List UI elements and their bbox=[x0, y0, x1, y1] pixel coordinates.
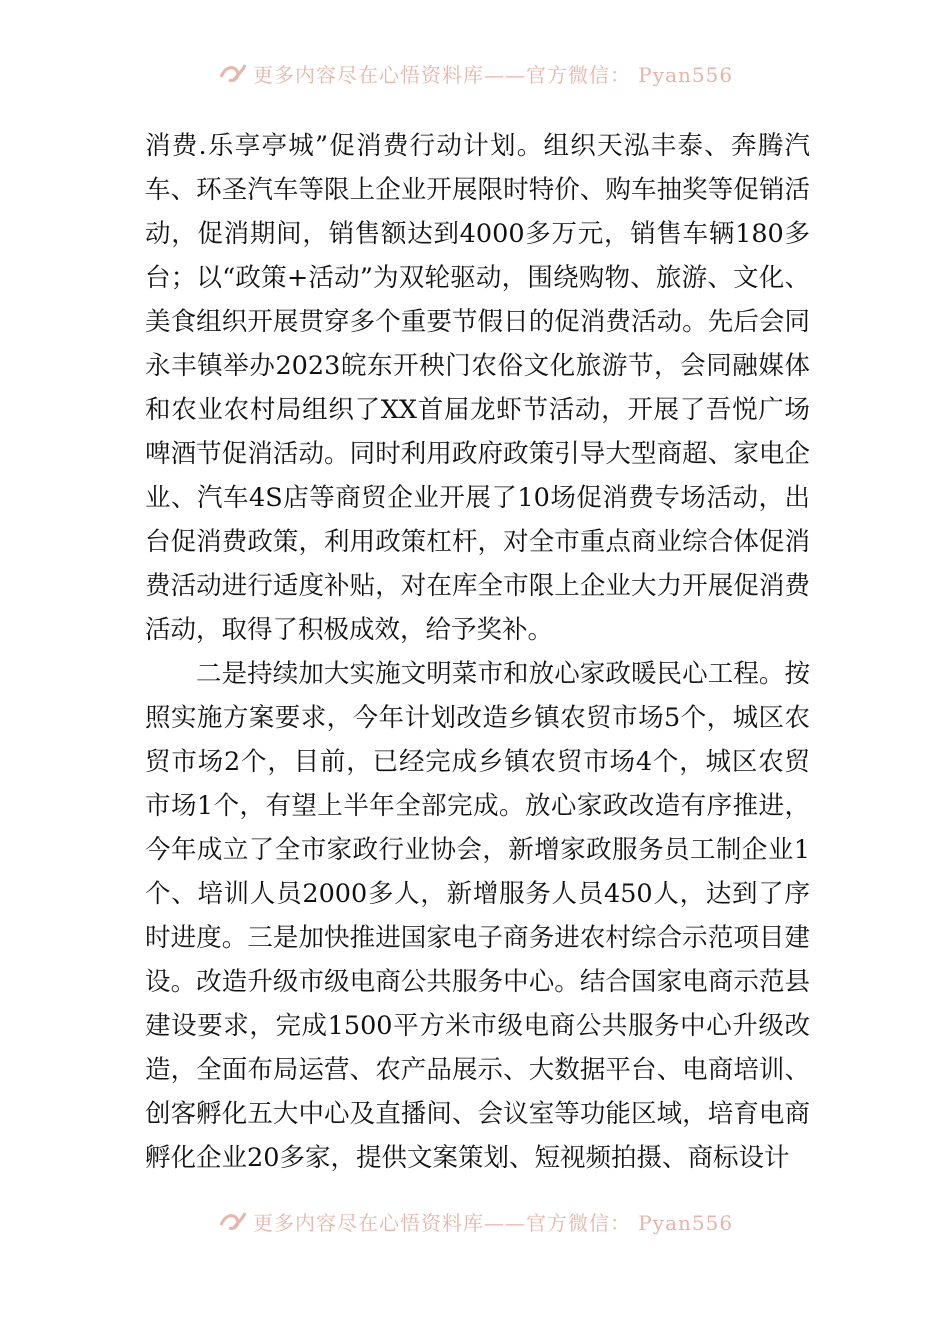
document-body bbox=[145, 124, 810, 1180]
header-watermark bbox=[0, 58, 950, 88]
header-watermark-text: 更多内容尽在心悟资料库——官方微信： Pyan556 bbox=[252, 62, 734, 87]
footer-watermark bbox=[0, 1206, 950, 1236]
watermark-logo-icon bbox=[217, 1209, 247, 1233]
watermark-logo-icon bbox=[217, 61, 247, 85]
paragraph-two: 二是持续加大实施文明菜市和放心家政暖民心工程。按照实施方案要求，今年计划改造乡镇农贸市场5个，城区农贸市场2个，目前，已经完成乡镇农贸市场4个，城区农贸市场1个，有望上半年全部完成。放心家政改造有序推进，今年成立了全市家政行业协会，新增家政服务员工制企业1个、培训人员2000多人，新增服务人员450人，达到了序时进度。三是加快推进国家电子商务进农村综合示范项目建设。改造升级市级电商公共服务中心。结合国家电商示范县建设要求，完成1500平方米市级电商公共服务中心升级改造，全面布局运营、农产品展示、大数据平台、电商培训、创客孵化五大中心及直播间、会议室等功能区域，培育电商孵化企业20多家，提供文案策划、短视频拍摄、商标设计 bbox=[145, 659, 810, 1173]
paragraph-continued: 消费.乐享亭城”促消费行动计划。组织天泓丰泰、奔腾汽车、环圣汽车等限上企业开展限时特价、购车抽奖等促销活动，促消期间，销售额达到4000多万元，销售车辆180多台；以“政策+活动”为双轮驱动，围绕购物、旅游、文化、美食组织开展贯穿多个重要节假日的促消费活动。先后会同永丰镇举办2023皖东开秧门农俗文化旅游节，会同融媒体和农业农村局组织了XX首届龙虾节活动，开展了吾悦广场啤酒节促消活动。同时利用政府政策引导大型商超、家电企业、汽车4S店等商贸企业开展了10场促消费专场活动，出台促消费政策，利用政策杠杆，对全市重点商业综合体促消费活动进行适度补贴，对在库全市限上企业大力开展促消费活动，取得了积极成效，给予奖补。 bbox=[145, 131, 810, 645]
footer-watermark-text: 更多内容尽在心悟资料库——官方微信： Pyan556 bbox=[252, 1210, 734, 1235]
